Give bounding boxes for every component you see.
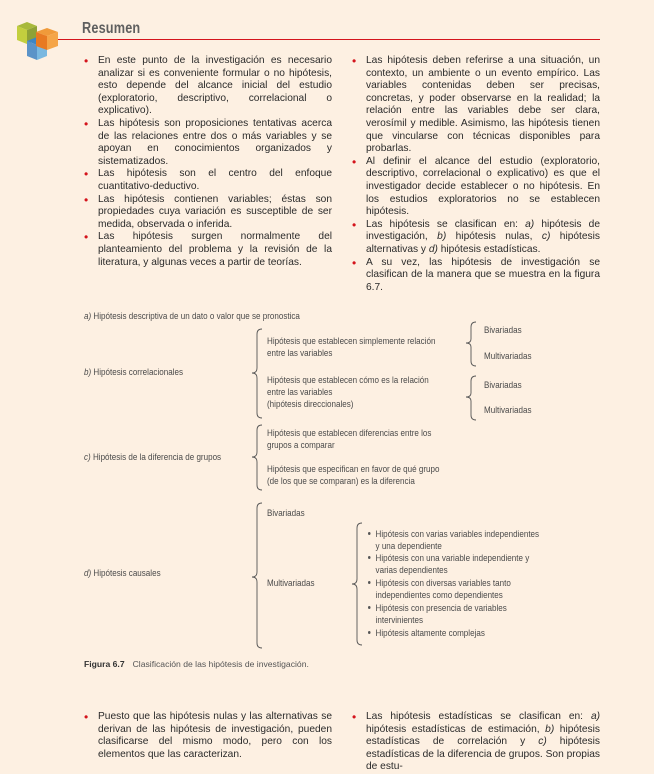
category-c-sub1: Hipótesis que establecen diferencias entre los grupos a comparar [267,428,432,451]
brace-c [252,425,262,490]
summary-left-column [84,55,332,269]
category-a-label: a) Hipótesis descriptiva de un dato o valor que se pronostica [84,311,300,322]
category-c-sub2: Hipótesis que especifican en favor de qué grupo (de los que se comparan) es la diferencia [267,464,440,487]
header-divider [58,39,600,40]
multivariadas-item: Hipótesis con una variable independiente y varias dependientes [368,553,529,577]
bullet-icon: • [84,54,89,68]
multivariadas-item: Hipótesis con diversas variables tanto independientes como dependientes [368,578,511,602]
bullet-icon: • [352,217,357,232]
category-b-sub2: Hipótesis que establecen cómo es la relación entre las variables (hipótesis direccionales) [267,375,429,410]
brace-d [252,503,262,648]
list-item: • Las hipótesis deben referirse a una situación, un contexto, un ambiente o un evento empírico. Las variables contenidas deben ser precisas, concretas, y poder observarse en la realidad; la relación entre las variables debe ser clara, verosímil y medible. Asimismo, las hipótesis tienen que vincularse con técnicas disponibles para probarlas. [352,54,600,155]
bullet-icon [368,556,371,559]
summary-right-column [352,55,600,294]
bullet-icon [368,532,371,535]
multivariadas-item: Hipótesis altamente complejas [368,628,485,640]
brace-b-sub1 [466,322,476,366]
classification-text: Las hipótesis se clasifican en: a) hipótesis de investigación, b) hipótesis nulas, c) hipótesis alternativas y d) hipótesis estadísticas. [366,218,601,255]
category-b-sub1: Hipótesis que establecen simplemente relación entre las variables [267,336,436,359]
list-item [352,219,600,257]
summary-bottom-right-column [352,711,600,774]
cubes-logo-icon [14,20,64,62]
category-b-sub1-opt2: Multivariadas [484,351,532,362]
list-item: • Las hipótesis contienen variables; éstas son propiedades cuya variación es susceptible de ser medida, observada o inferida. [84,192,332,230]
bullet-icon: • [352,255,357,270]
category-b-sub2-opt2: Multivariadas [484,405,532,416]
multivariadas-item: Hipótesis con presencia de variables intervinientes [368,603,507,627]
category-d-multivariadas: Multivariadas [267,578,315,589]
list-item: • A su vez, las hipótesis de investigación se clasifican de la manera que se muestra en la figura 6.7. [352,255,600,293]
bullet-icon [368,631,371,634]
bullet-icon: • [84,116,89,131]
summary-bottom-left-column [84,711,332,761]
category-d-bivariadas: Bivariadas [267,508,305,519]
bullet-icon: • [352,54,357,68]
brace-d-multi [352,523,362,645]
section-title: Resumen [82,20,141,37]
bullet-icon [368,606,371,609]
statistical-classification-text: Las hipótesis estadísticas se clasifican en: a) hipótesis estadísticas de estimación, b) hipótesis estadísticas de correlación y c) hipótesis estadísticas de la diferencia de grupos. Son propias de estu- [366,711,600,773]
list-item: • En este punto de la investigación es necesario analizar si es conveniente formular o no hipótesis, esto depende del alcance inicial del estudio (exploratorio, descriptivo, correlacional o explicativo). [84,54,332,117]
category-d-label: d) Hipótesis causales [84,568,161,579]
bullet-icon: • [84,167,89,182]
category-b-label: b) Hipótesis correlacionales [84,367,183,378]
bullet-icon: • [352,154,357,169]
category-b-sub2-opt1: Bivariadas [484,380,522,391]
bullet-icon: • [84,192,89,207]
list-item [352,711,600,774]
bullet-icon: • [352,710,357,724]
bullet-icon: • [84,230,89,245]
category-c-label: c) Hipótesis de la diferencia de grupos [84,452,222,463]
list-item: • Las hipótesis surgen normalmente del planteamiento del problema y la revisión de la literatura, y algunas veces a partir de teorías. [84,230,332,268]
category-b-sub1-opt1: Bivariadas [484,325,522,336]
list-item: • Al definir el alcance del estudio (exploratorio, descriptivo, correlacional o explicativo) es que el investigador decide establecer o no hipótesis. En los estudios exploratorios no se establecen hipótesis. [352,154,600,218]
list-item: • Puesto que las hipótesis nulas y las alternativas se derivan de las hipótesis de investigación, pueden clasificarse del mismo modo, pero con los elementos que las caracterizan. [84,710,332,760]
list-item: • Las hipótesis son el centro del enfoque cuantitativo-deductivo. [84,167,332,192]
bullet-icon: • [84,710,89,724]
brace-b-sub2 [466,376,476,420]
figure-caption: Figura 6.7 Clasificación de las hipótesis de investigación. [84,659,309,669]
brace-b [252,329,262,418]
multivariadas-item: Hipótesis con varias variables independientes y una dependiente [368,529,539,553]
list-item: • Las hipótesis son proposiciones tentativas acerca de las relaciones entre dos o más variables y se apoyan en conocimientos organizados y sistematizados. [84,116,332,167]
bullet-icon [368,581,371,584]
